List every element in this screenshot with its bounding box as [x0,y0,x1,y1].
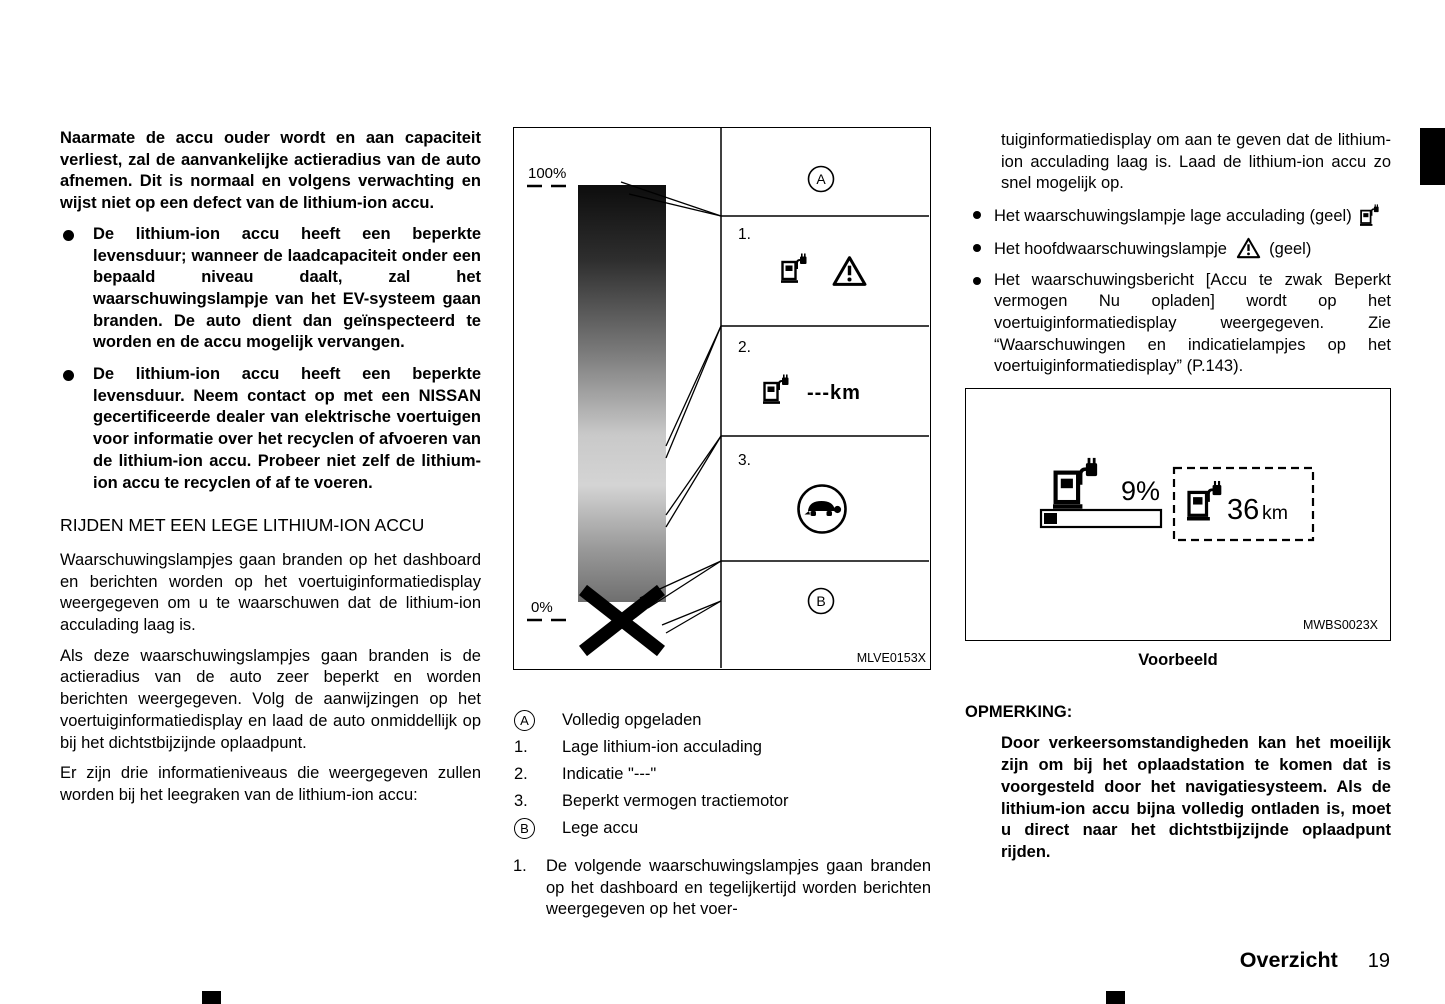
bullet-text: Het waarschuwingsbericht [Accu te zwak Beperkt vermogen Nu opladen] wordt op het voertuiginformatiedisplay weergegeven. Zie “Waarschuwingen en indicatielampjes op het voertuiginformatiedisplay” (P.143). [994,270,1391,376]
legend-text: Lege accu [562,819,639,837]
display-example-svg [966,389,1389,639]
figure-battery-gauge-diagram [513,127,931,670]
paragraph-three-levels: Er zijn drie informatieniveaus die weergegeven zullen worden bij het leegraken van de lithium-ion accu: [60,764,481,804]
figure-caption: Voorbeeld [1138,651,1218,670]
note-heading: OPMERKING: [965,702,1073,721]
numbered-marker: 1. [513,857,527,875]
section-1-label: 1. [738,226,751,243]
paragraph-continued: tuiginformatiedisplay om aan te geven dat de lithium-ion acculading laag is. Laad de lithium-ion accu zo snel mogelijk op. [1001,131,1391,193]
legend-item-b [513,815,931,842]
bullet-item-lifespan-warning [60,224,481,354]
turtle-icon [799,486,846,533]
figure-display-example [965,388,1391,641]
warning-triangle-icon [1236,237,1261,259]
legend-item-a [513,707,931,734]
legend-marker-a: A [514,710,535,731]
legend-text: Indicatie "---" [562,765,657,783]
charging-station-icon [1187,481,1221,519]
section-3-label: 3. [738,452,751,469]
bullet-item-master-warning-lamp [965,237,1391,261]
note-block [965,702,1391,864]
bullet-text-after: (geel) [1269,239,1312,258]
legend-marker-1: 1. [514,738,528,756]
left-column [60,128,481,816]
middle-column [513,127,931,921]
bullet-text: Het hoofdwaarschuwingslampje [994,239,1227,258]
figure-code: MWBS0023X [1302,618,1378,633]
bullet-dot-icon [63,370,74,381]
bullet-dot-icon [63,230,74,241]
bullet-text: De lithium-ion accu heeft een beperkte levensduur; wanneer de laadcapaciteit onder een bepaald niveau daalt, zal het waarschuwingslampje van het EV-systeem gaan branden. De auto dient dan geïnspecteerd te worden en de accu mogelijk vervangen. [93,224,481,352]
legend-text: Volledig opgeladen [562,711,702,729]
charge-gauge-fill [1044,513,1057,524]
warning-bullets [965,204,1391,378]
figure-legend [513,707,931,842]
bullet-item-low-charge-lamp [965,204,1391,228]
battery-gauge-svg [514,128,929,668]
legend-marker-3: 3. [514,792,528,810]
section-2-label: 2. [738,339,751,356]
charging-station-icon [1053,458,1097,507]
legend-text: Beperkt vermogen tractiemotor [562,792,789,810]
legend-marker-2: 2. [514,765,528,783]
range-value-label: 36 [1227,494,1260,527]
bullet-item-warning-message [965,270,1391,379]
section-heading-empty-battery: RIJDEN MET EEN LEGE LITHIUM-ION ACCU [60,515,425,536]
label-0-percent: 0% [531,599,553,616]
range-dashes-label: ---km [807,382,861,404]
legend-item-2 [513,761,931,788]
page-number: 19 [1367,950,1390,972]
binding-mark-left [202,991,221,1004]
bullet-dot-icon [973,277,981,285]
legend-marker-b: B [514,818,535,839]
charge-percent-label: 9% [1121,476,1161,507]
bullet-dot-icon [973,211,981,219]
paragraph-limited-range: Als deze waarschuwingslampjes gaan branden is de actieradius van de auto zeer beperkt en worden berichten weergegeven. Volg de aanwijzingen op het voertuiginformatiedisplay en laad de auto onmiddellijk op bij het dichtstbijzijnde oplaadpunt. [60,646,481,752]
charge-gauge-outline [1041,510,1161,527]
bullet-item-recycling [60,364,481,494]
page-footer [0,948,1390,973]
paragraph-battery-aging: Naarmate de accu ouder wordt en aan capaciteit verliest, zal de aanvankelijke actieradius van de auto afnemen. Dit is normaal en volgens verwachting en wijst niet op een defect van de lithium-ion accu. [60,129,481,213]
chapter-tab-mark [1420,128,1445,185]
marker-a-label: A [816,171,826,187]
label-100-percent: 100% [528,165,567,182]
marker-b-label: B [816,593,826,609]
bullet-text: De lithium-ion accu heeft een beperkte levensduur. Neem contact op met een NISSAN gecertificeerde dealer van elektrische voertuigen voor informatie over het recyclen of afvoeren van de lithium-ion accu. Probeer niet zelf de lithium-ion accu te recyclen of af te voeren. [93,365,481,492]
bullet-text: Het waarschuwingslampje lage acculading (geel) [994,207,1352,226]
binding-mark-right [1106,991,1125,1004]
note-text: Door verkeersomstandigheden kan het moeilijk zijn om bij het oplaadstation te komen dat is voorgesteld door het navigatiesysteem. Als de lithium-ion accu bijna volledig ontladen is, moet u direct naar het dichtstbijzijnde oplaadpunt rijden. [1001,734,1391,861]
warning-triangle-icon [834,258,865,285]
legend-item-1 [513,734,931,761]
figure-code: MLVE0153X [856,651,926,665]
legend-item-3 [513,788,931,815]
range-unit-label: km [1262,502,1288,525]
legend-text: Lage lithium-ion acculading [562,738,762,756]
charge-level-bar [578,185,666,602]
charging-station-icon [1360,204,1379,226]
right-column [965,130,1391,864]
paragraph-warning-lamps: Waarschuwingslampjes gaan branden op het dashboard en berichten worden op het voertuiginformatiedisplay weergegeven om u te waarschuwen dat de lithium-ion acculading laag is. [60,550,481,635]
bullet-dot-icon [973,244,981,252]
footer-section-title: Overzicht [1239,948,1338,972]
charging-station-icon [763,375,789,403]
charging-station-icon [781,254,807,282]
numbered-text: De volgende waarschuwingslampjes gaan branden op het dashboard en tegelijkertijd worden berichten weergegeven op het voer- [546,857,931,919]
numbered-paragraph-1 [513,856,931,921]
